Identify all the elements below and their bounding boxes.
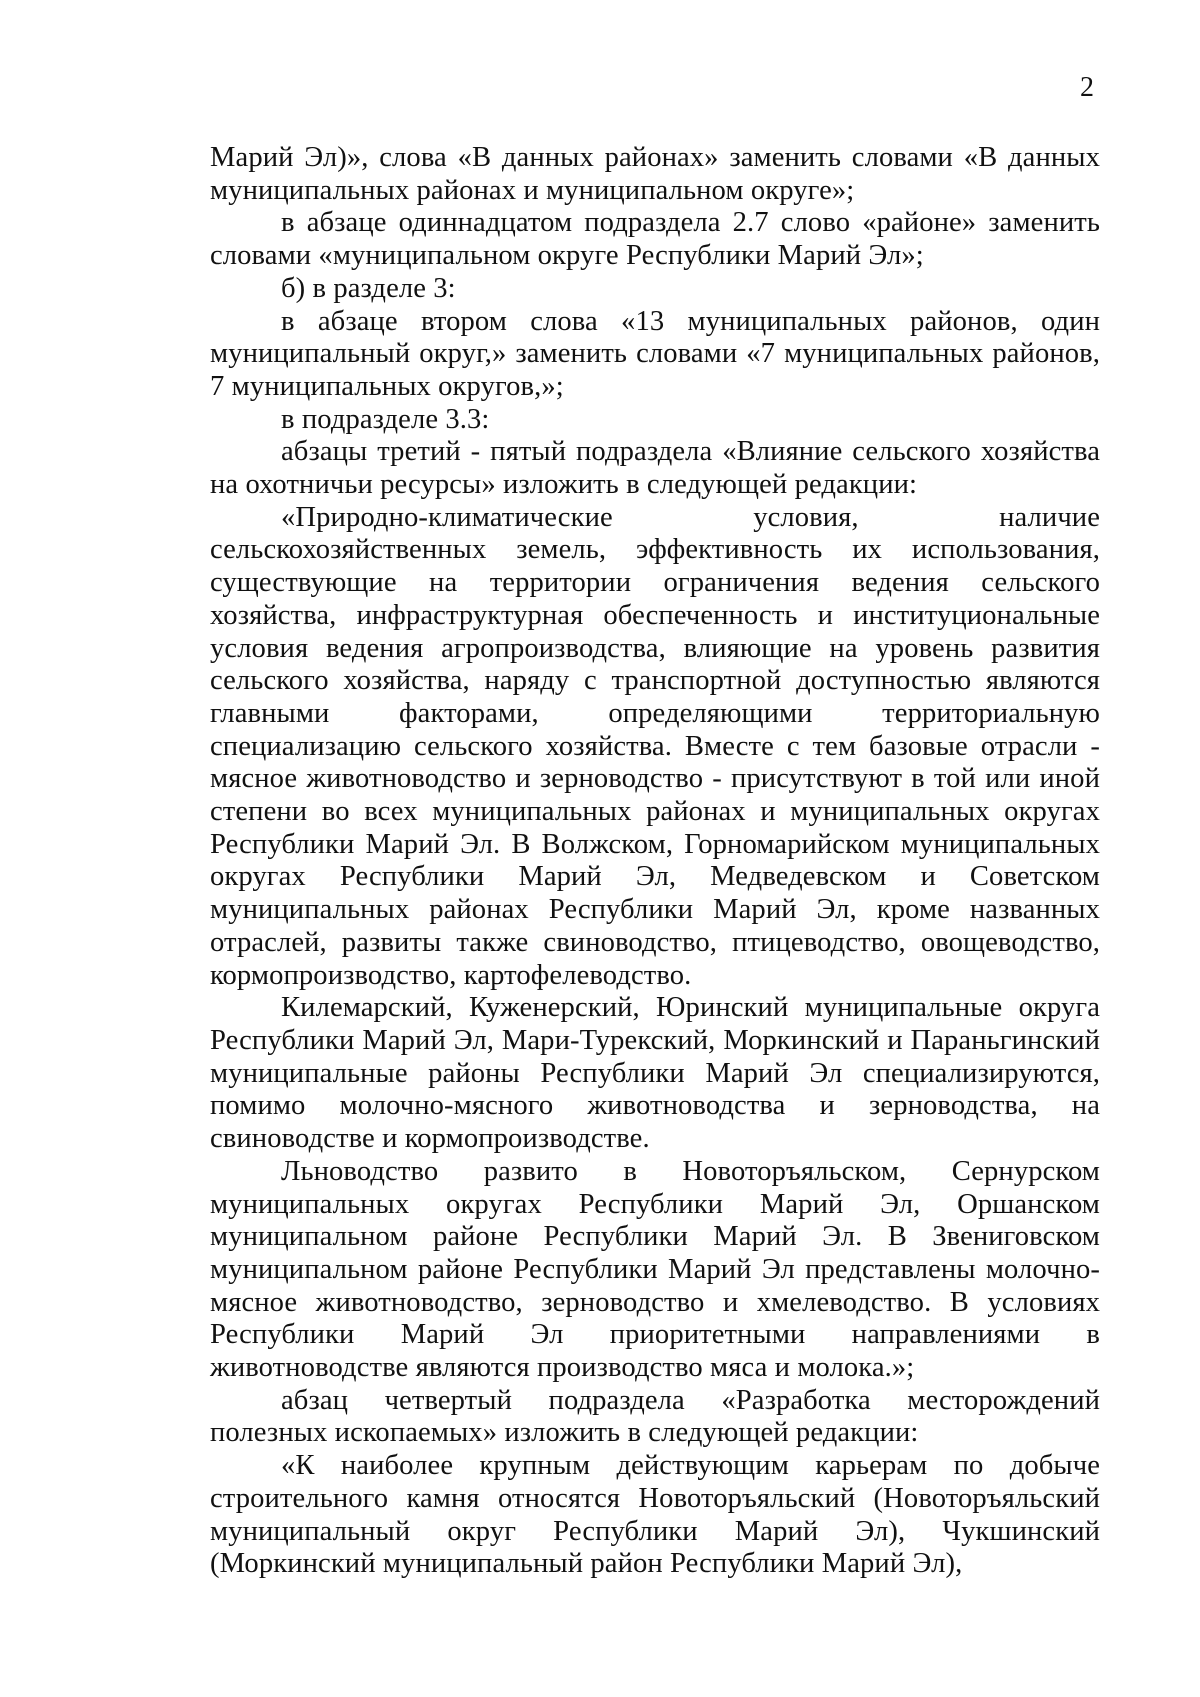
paragraph-5: в подразделе 3.3: [281,403,490,435]
paragraph-1: Марий Эл)», слова «В данных районах» заменить словами «В данных муниципальных районах и муниципальном округе»; [210,142,1100,206]
page-number: 2 [1080,72,1094,103]
paragraph-4: в абзаце втором слова «13 муниципальных районов, один муниципальный округ,» заменить словами «7 муниципальных районов, 7 муниципальных округов,»; [210,305,1100,402]
paragraph-8: Килемарский, Куженерский, Юринский муниципальные округа Республики Марий Эл, Мари-Турекский, Моркинский и Параньгинский муниципальные районы Республики Марий Эл специализируются, помимо молочно-мясного животноводства и зерноводства, на свиноводстве и кормопроизводстве. [210,992,1100,1155]
paragraph-3: б) в разделе 3: [281,272,456,304]
paragraph-9: Льноводство развито в Новоторъяльском, Сернурском муниципальных округах Республики Марий Эл, Оршанском муниципальном районе Республики Марий Эл. В Звениговском муниципальном районе Республики Марий Эл представлены молочно-мясное животноводство, зерноводство и хмелеводство. В условиях Республики Марий Эл приоритетными направлениями в животноводстве являются производство мяса и молока.»; [210,1155,1100,1384]
paragraph-10: абзац четвертый подраздела «Разработка месторождений полезных ископаемых» изложить в следующей редакции: [210,1384,1100,1449]
paragraph-2: в абзаце одиннадцатом подраздела 2.7 слово «районе» заменить словами «муниципальном округе Республики Марий Эл»; [210,207,1100,272]
paragraph-7: «Природно-климатические условия, наличие сельскохозяйственных земель, эффективность их использования, существующие на территории ограничения ведения сельского хозяйства, инфраструктурная обеспеченность и институциональные условия ведения агропроизводства, влияющие на уровень развития сельского хозяйства, наряду с транспортной доступностью являются главными факторами, определяющими территориальную специализацию сельского хозяйства. Вместе с тем базовые отрасли - мясное животноводство и зерноводство - присутствуют в той или иной степени во всех муниципальных районах и муниципальных округах Республики Марий Эл. В Волжском, Горномарийском муниципальных округах Республики Марий Эл, Медведевском и Советском муниципальных районах Республики Марий Эл, кроме названных отраслей, развиты также свиноводство, птицеводство, овощеводство, кормопроизводство, картофелеводство. [210,501,1100,991]
paragraph-11: «К наиболее крупным действующим карьерам по добыче строительного камня относятся Новоторъяльский (Новоторъяльский муниципальный округ Республики Марий Эл), Чукшинский (Моркинский муниципальный район Республики Марий Эл), [210,1450,1100,1580]
paragraph-6: абзацы третий - пятый подраздела «Влияние сельского хозяйства на охотничьи ресурсы» изложить в следующей редакции: [210,436,1100,501]
document-body [210,142,1100,1581]
